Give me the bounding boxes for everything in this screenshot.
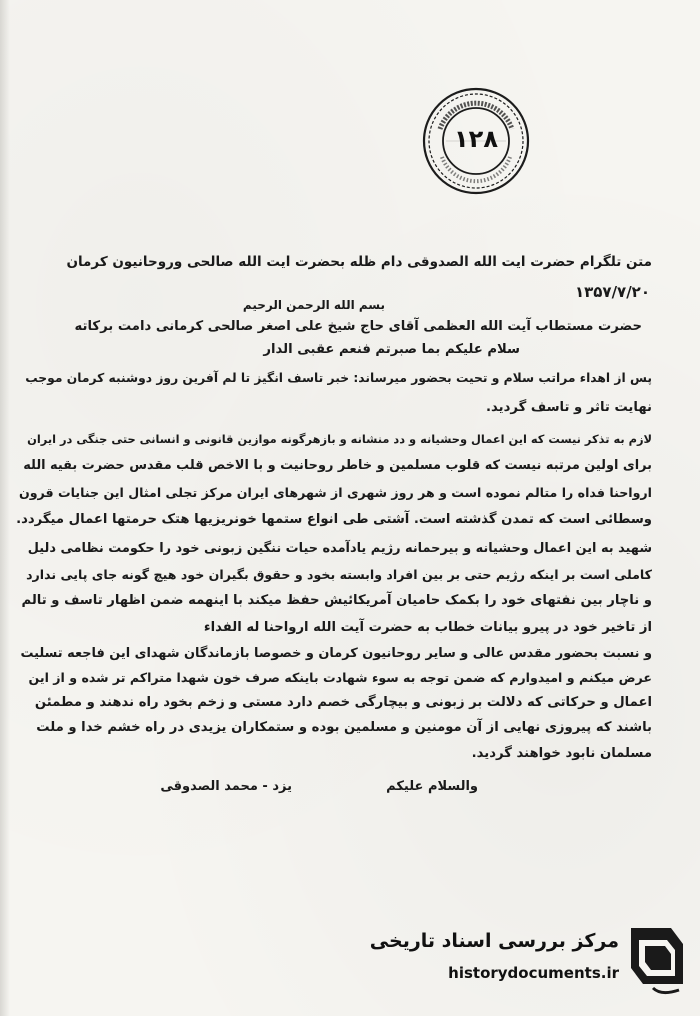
footer-watermark (369, 920, 695, 1010)
body-line: اعمال و حرکاتی که دلالت بر زبونی و بیچارگی خصم دارد مستی و زخم بخود راه ندهند و مطمئن (34, 695, 652, 710)
closing-salutation: والسلام علیکم (386, 779, 478, 794)
body-line: پس از اهداء مراتب سلام و تحیت بحضور میرساند: خبر تاسف انگیز تا لم آفرین روز دوشنبه کرمان موجب (25, 371, 652, 385)
body-line: حضرت مستطاب آیت الله العظمی آقای حاج شیخ علی اصغر صالحی کرمانی دامت برکاته (74, 319, 642, 334)
basmala: بسم الله الرحمن الرحیم (242, 298, 385, 312)
body-line: کاملی است بر اینکه رژیم حتی بر بین افراد وابسته بخود و حقوق بگیران خود هیچ گونه جای پایی ندارد (26, 567, 652, 582)
body-line: از تاخیر خود در پیرو بیانات خطاب به حضرت آیت الله ارواحنا له الفداء (203, 620, 652, 635)
signature: یزد - محمد الصدوقی (160, 779, 292, 794)
scan-edge (0, 0, 10, 1016)
archive-logo-icon (627, 922, 687, 998)
archive-stamp (420, 85, 532, 197)
body-line: عرض میکنم و امیدوارم که ضمن توجه به سوء شهادت باینکه صرف خون شهدا متراکم تر شده و از این (28, 670, 652, 685)
body-line: شهید به این اعمال وحشیانه و بیرحمانه رژیم یادآمده حیات ننگین زبونی خود را حکومت نظامی دلیل (27, 541, 652, 556)
document-date: ۱۳۵۷/۷/۲۰ (574, 283, 650, 301)
document-title: متن تلگرام حضرت ایت الله الصدوقی دام ظله بحضرت ایت الله صالحی وروحانیون کرمان (66, 254, 652, 270)
body-line: مسلمان نابود خواهند گردید. (471, 746, 652, 761)
body-line: برای اولین مرتبه نیست که قلوب مسلمین و خاطر روحانیت و با الاخص قلب مقدس حضرت بقیه الله (23, 458, 652, 473)
body-line: سلام علیکم بما صبرتم فنعم عقبی الدار (263, 342, 520, 357)
body-line: لازم به تذکر نیست که این اعمال وحشیانه و دد منشانه و بازهرگونه موازین قانونی و انسانی حتی جنگی در ایران (27, 432, 652, 446)
body-line: ارواحنا فداه را متالم نموده است و هر روز شهری از شهرهای ایران مرکز تجلی امثال این جنایات قرون (18, 485, 652, 500)
footer-title: مرکز بررسی اسناد تاریخی (369, 930, 619, 952)
stamp-number: ۱۲۸ (454, 125, 498, 153)
body-line: و نسبت بحضور مقدس عالی و سایر روحانیون کرمان و خصوصا بازماندگان شهدای این فاجعه تسلیت (20, 646, 652, 661)
footer-url: historydocuments.ir (448, 964, 619, 982)
body-line: و ناچار بین نفتهای خود را بکمک حامیان آمریکائیش حفظ میکند با اینهمه ضمن اظهار تاسف و تالم (21, 593, 652, 608)
body-line: نهایت تاثر و تاسف گردید. (486, 400, 652, 415)
body-line: وسطائی است که تمدن گذشته است. آشتی طی انواع ستمها خونریزیها هتک حرمتها اعمال میگردد. (16, 512, 652, 527)
body-line: باشند که پیروزی نهایی از آن مومنین و مسلمین بوده و ستمکاران یزیدی در راه خشم خدا و ملت (36, 720, 652, 735)
